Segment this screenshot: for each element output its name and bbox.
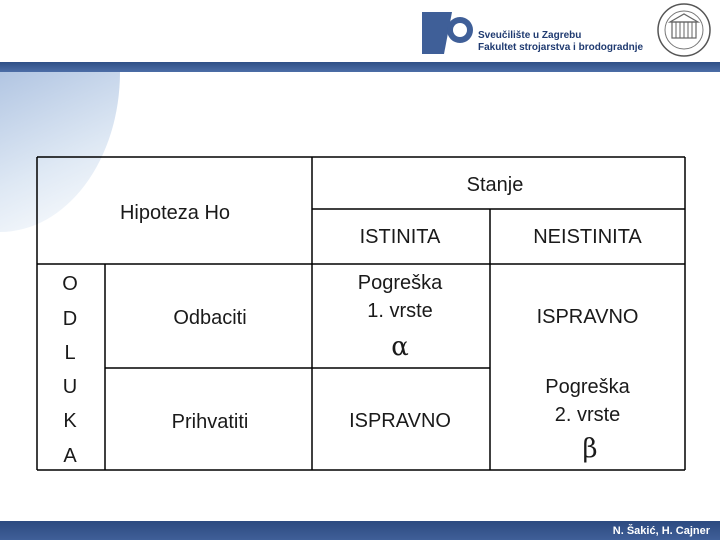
error-type-2-line-1: Pogreška — [545, 376, 630, 398]
hypothesis-label: Hipoteza Ho — [119, 202, 231, 224]
error-type-1-line-2: 1. vrste — [367, 300, 433, 322]
alpha-symbol: α — [391, 332, 409, 362]
university-line-2: Fakultet strojarstva i brodogradnje — [478, 42, 644, 53]
correct-accept: ISPRAVNO — [349, 410, 451, 432]
row-reject: Odbaciti — [173, 307, 247, 329]
university-line-1: Sveučilište u Zagrebu — [478, 30, 582, 41]
error-type-1-line-1: Pogreška — [357, 272, 443, 294]
footer-authors: N. Šakić, H. Cajner — [612, 525, 710, 537]
decision-letter: K — [63, 410, 77, 432]
row-accept: Prihvatiti — [171, 411, 249, 433]
decision-letter: A — [63, 445, 77, 467]
correct-reject: ISPRAVNO — [536, 306, 639, 328]
decision-letter: D — [62, 308, 78, 330]
error-type-2-line-2: 2. vrste — [554, 404, 621, 426]
state-label: Stanje — [466, 174, 524, 196]
decision-letter: L — [64, 342, 76, 364]
decision-letter: U — [62, 376, 78, 398]
column-true: ISTINITA — [359, 226, 441, 248]
column-false: NEISTINITA — [533, 226, 642, 248]
beta-symbol: β — [582, 434, 598, 464]
decision-letter: O — [62, 273, 78, 295]
